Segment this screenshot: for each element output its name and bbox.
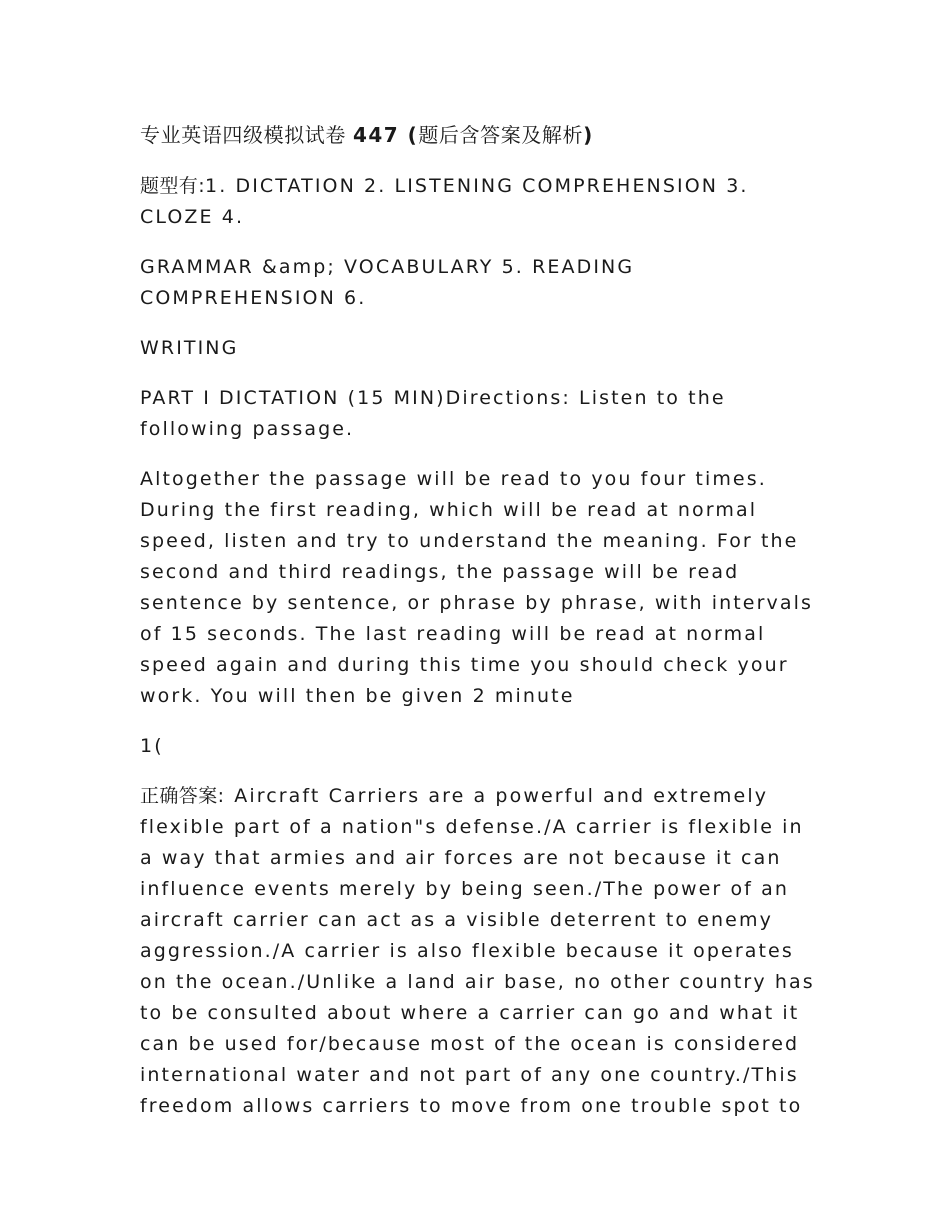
directions-paragraph: Altogether the passage will be read to you four times. During the first reading, which will be read at normal speed, listen and try to understand the meaning. For the second and third readings, the passage will be read sentence by sentence, or phrase by phrase, with intervals of 15 seconds. The last reading will be read at normal speed again and during this time you should check your work. You will then be given 2 minute <box>140 468 813 707</box>
question-types-continued: GRAMMAR &amp; VOCABULARY 5. READING COMPREHENSION 6. <box>140 256 635 309</box>
answer-label: 正确答案 <box>140 785 218 807</box>
title-chinese: 专业英语四级模拟试卷 <box>140 123 346 147</box>
part1-heading: PART I DICTATION (15 MIN)Directions: Listen to the following passage. <box>140 387 726 440</box>
answer-paragraph <box>140 781 820 1122</box>
document-page <box>140 118 820 1141</box>
title-close: ) <box>583 123 594 147</box>
question-types-line1: 1. DICTATION 2. LISTENING COMPREHENSION 3. CLOZE 4. <box>140 175 749 228</box>
answer-text: : Aircraft Carriers are a powerful and extremely flexible part of a nation"s defense./A carrier is flexible in a way that armies and air forces are not because it can influence events merely by being seen./The power of an aircraft carrier can act as a visible deterrent to enemy aggression./A carrier is also flexible because it operates on the ocean./Unlike a land air base, no other country has to be consulted about where a carrier can go and what it can be used for/because most of the ocean is considered international water and not part of any one country./This freedom allows carriers to move from one trouble spot to <box>140 785 815 1117</box>
question-types-last: WRITING <box>140 337 239 359</box>
question-types-label: 题型有: <box>140 175 206 197</box>
title-subtitle: 题后含答案及解析 <box>418 123 584 147</box>
question-number: 1( <box>140 735 164 757</box>
document-title <box>140 118 820 152</box>
title-number: 447 ( <box>352 123 419 147</box>
question-types <box>140 171 820 233</box>
